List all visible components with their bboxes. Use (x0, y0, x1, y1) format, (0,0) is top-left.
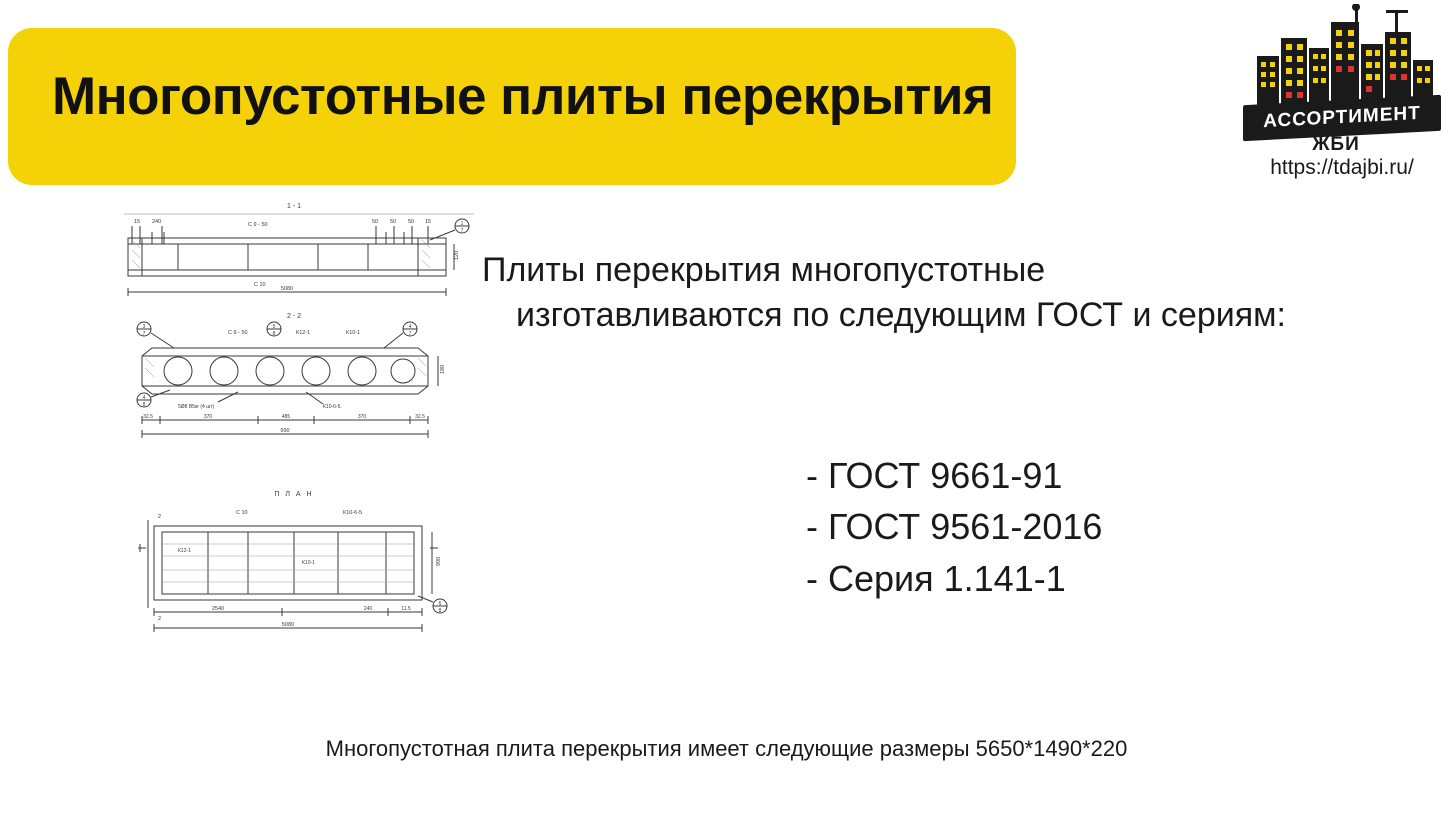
svg-text:50: 50 (408, 219, 415, 225)
svg-text:6: 6 (438, 601, 442, 607)
svg-text:С 10: С 10 (254, 282, 266, 288)
svg-text:4: 4 (408, 324, 412, 330)
intro-line-2: изготавливаются по следующим ГОСТ и сериям: (516, 295, 1286, 334)
standard-item: - ГОСТ 9561-2016 (806, 506, 1103, 548)
svg-text:С 9 - 50: С 9 - 50 (248, 222, 268, 228)
svg-text:370: 370 (357, 414, 367, 420)
svg-text:15: 15 (425, 219, 432, 225)
svg-text:8: 8 (142, 402, 146, 408)
technical-drawing (118, 196, 478, 696)
svg-text:240: 240 (152, 219, 162, 225)
svg-text:5Ø8 В5кг (4 шт): 5Ø8 В5кг (4 шт) (178, 404, 215, 410)
svg-text:2540: 2540 (211, 606, 225, 612)
svg-text:К12-1: К12-1 (296, 330, 311, 336)
svg-text:50: 50 (372, 219, 379, 225)
logo-url[interactable]: https://tdajbi.ru/ (1270, 156, 1414, 179)
svg-text:5: 5 (272, 324, 276, 330)
svg-text:180: 180 (440, 364, 446, 374)
drawing-caption: Многопустотная плита перекрытия имеет следующие размеры 5650*1490*220 (325, 736, 1128, 761)
page-title: Многопустотные плиты перекрытия (52, 67, 994, 126)
standard-item: - Серия 1.141-1 (806, 557, 1066, 599)
intro-paragraph (482, 248, 1432, 338)
standards-list (806, 450, 1102, 604)
logo-brand-sub: ЖБИ (1312, 134, 1360, 155)
svg-text:11.5: 11.5 (401, 606, 411, 612)
svg-text:7: 7 (460, 228, 464, 234)
svg-text:П Л А Н: П Л А Н (274, 491, 314, 498)
slab-drawing-svg (118, 196, 478, 696)
svg-text:370: 370 (203, 414, 213, 420)
logo-brand-name: АССОРТИМЕНТ (1243, 95, 1441, 141)
svg-text:5080: 5080 (281, 622, 295, 628)
svg-text:К10-1: К10-1 (346, 330, 361, 336)
svg-text:4: 4 (142, 395, 146, 401)
title-banner (8, 28, 1016, 185)
svg-text:485: 485 (281, 414, 291, 420)
svg-text:К10-6-5: К10-6-5 (343, 510, 363, 516)
svg-text:5080: 5080 (280, 286, 294, 292)
svg-text:2: 2 (158, 616, 162, 622)
svg-text:8: 8 (272, 331, 276, 337)
brand-logo (1237, 4, 1447, 194)
svg-text:240: 240 (363, 606, 373, 612)
svg-text:7: 7 (142, 331, 146, 337)
svg-text:1: 1 (460, 221, 464, 227)
svg-text:К12-1: К12-1 (178, 548, 191, 554)
intro-line-1: Плиты перекрытия многопустотные (482, 251, 1046, 289)
svg-text:2: 2 (158, 514, 162, 520)
svg-text:К10-1: К10-1 (302, 560, 315, 566)
svg-text:С 9 - 50: С 9 - 50 (228, 330, 248, 336)
svg-text:32.5: 32.5 (143, 414, 153, 420)
svg-text:2 - 2: 2 - 2 (286, 313, 302, 320)
svg-text:К10-6-5.: К10-6-5. (323, 404, 342, 410)
svg-text:7: 7 (408, 331, 412, 337)
svg-text:С 10: С 10 (236, 510, 248, 516)
svg-text:8: 8 (438, 608, 442, 614)
svg-text:990: 990 (436, 556, 442, 566)
svg-text:15: 15 (134, 219, 141, 225)
svg-text:1 - 1: 1 - 1 (286, 203, 302, 210)
svg-text:3: 3 (142, 324, 146, 330)
city-skyline-icon (1255, 4, 1435, 109)
standard-item: - ГОСТ 9661-91 (806, 455, 1063, 496)
svg-text:120: 120 (454, 250, 460, 260)
svg-text:32.5: 32.5 (415, 414, 425, 420)
svg-text:50: 50 (390, 219, 397, 225)
svg-text:990: 990 (280, 428, 290, 434)
